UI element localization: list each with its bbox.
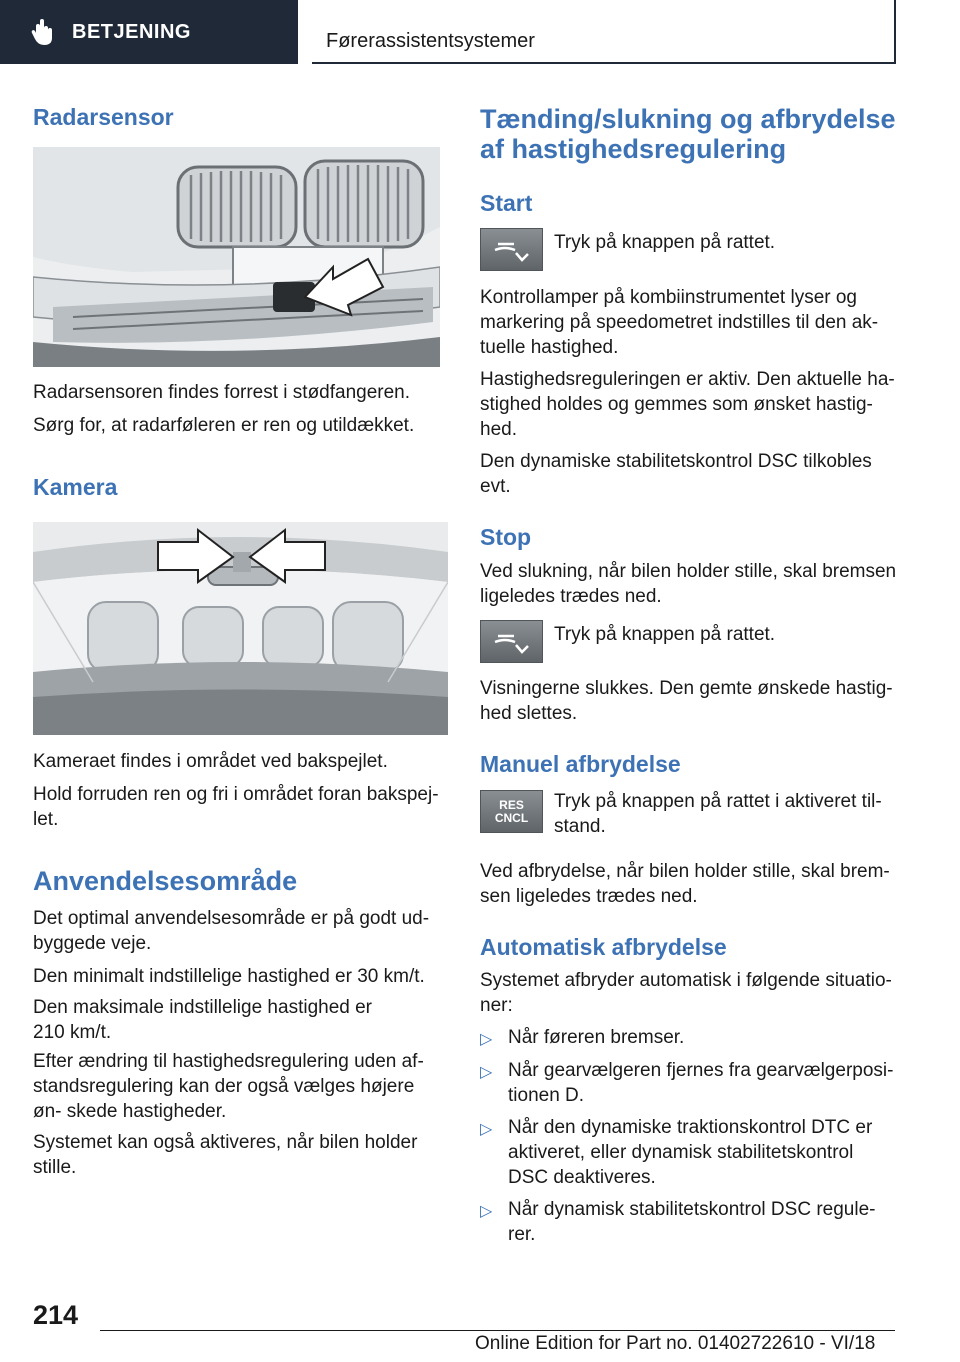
edition-footer: Online Edition for Part no. 01402722610 - VI/18 (475, 1333, 876, 1354)
manual-button-text: Tryk på knappen på rattet i aktiveret til‐ stand. (554, 791, 882, 837)
bullet-triangle-icon: ▷ (480, 1121, 493, 1138)
camera-heading: Kamera (33, 474, 118, 500)
camera-text-1: Kameraet findes i området ved bakspejlet. (33, 751, 388, 772)
page-number: 214 (33, 1300, 79, 1330)
start-text-1: Kontrollamper på kombiinstrumentet lyser og markering på speedometret indstilles til den ak‐ tuelle hastighed. (480, 287, 879, 358)
usage-text-3: Den maksimale indstillelige hastighed er 210 km/t. (33, 997, 373, 1043)
section-title: Førerassistentsystemer (326, 30, 535, 52)
chapter-tab[interactable] (0, 0, 298, 64)
start-heading: Start (480, 190, 533, 216)
radar-text-1: Radarsensoren findes forrest i stødfangeren. (33, 382, 411, 403)
cruise-control-button-icon (480, 228, 543, 271)
cruise-control-button-icon-2 (480, 620, 543, 663)
stop-text-2: Visningerne slukkes. Den gemte ønskede hastig‐ hed slettes. (480, 678, 893, 724)
bullet-triangle-icon: ▷ (480, 1064, 493, 1081)
chapter-title: BETJENING (72, 20, 191, 43)
section-header (312, 0, 896, 64)
bullet-triangle-icon: ▷ (480, 1031, 493, 1048)
start-button-text: Tryk på knappen på rattet. (554, 232, 776, 253)
usage-text-4: Efter ændring til hastighedsregulering uden af‐ standsregulering kan der også vælges højere øn‐ skede hastigheder. (33, 1051, 424, 1122)
res-label: RES (499, 798, 524, 812)
start-text-2: Hastighedsreguleringen er aktiv. Den aktuelle ha‐ stighed holdes og gemmes som ønsket hastig‐ hed. (480, 369, 895, 440)
radar-heading: Radarsensor (33, 104, 174, 130)
start-text-3: Den dynamiske stabilitetskontrol DSC tilkobles evt. (480, 451, 872, 497)
manual-heading: Manuel afbrydelse (480, 751, 681, 777)
stop-heading: Stop (480, 524, 532, 550)
hand-pointer-icon (28, 17, 58, 47)
main-heading: Tænding/slukning og afbrydelse af hastighedsregulering (480, 104, 896, 164)
camera-illustration (33, 522, 448, 735)
cncl-label: CNCL (494, 811, 529, 825)
radar-sensor-illustration (33, 147, 440, 367)
auto-text-1: Systemet afbryder automatisk i følgende situatio‐ ner: (480, 970, 892, 1016)
camera-text-2: Hold forruden ren og fri i området foran bakspej‐ let. (33, 784, 439, 830)
bullet-triangle-icon: ▷ (480, 1203, 493, 1220)
footer-divider (100, 1330, 895, 1331)
usage-text-5: Systemet kan også aktiveres, når bilen holder stille. (33, 1132, 418, 1178)
auto-heading: Automatisk afbrydelse (480, 934, 727, 960)
usage-text-1: Det optimal anvendelsesområde er på godt ud‐ byggede veje. (33, 908, 430, 954)
manual-text-1: Ved afbrydelse, når bilen holder stille, skal brem‐ sen ligeledes trædes ned. (480, 861, 890, 907)
usage-text-2: Den minimalt indstillelige hastighed er 30 km/t. (33, 966, 425, 987)
res-cncl-button-icon (480, 790, 543, 833)
usage-heading: Anvendelsesområde (33, 866, 298, 896)
stop-text-1: Ved slukning, når bilen holder stille, skal bremsen ligeledes trædes ned. (480, 561, 897, 607)
stop-button-text: Tryk på knappen på rattet. (554, 624, 776, 645)
radar-text-2: Sørg for, at radarføleren er ren og utildækket. (33, 415, 415, 436)
